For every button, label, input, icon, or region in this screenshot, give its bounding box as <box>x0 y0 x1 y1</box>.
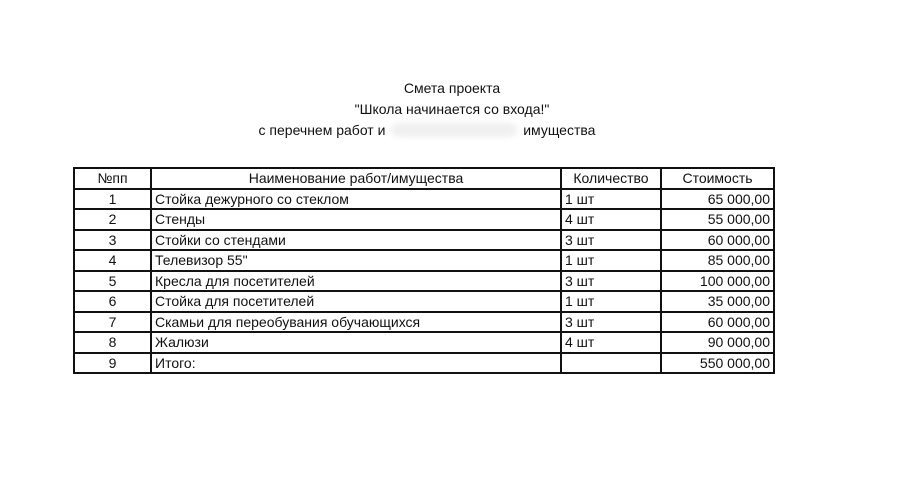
table-header-row <box>74 168 774 189</box>
cell-cost: 60 000,00 <box>661 230 774 251</box>
cell-qty: 4 шт <box>561 209 661 230</box>
heading-project-name: "Школа начинается со входа!" <box>354 101 550 117</box>
cell-num: 4 <box>74 250 151 271</box>
heading-subtitle <box>0 120 904 141</box>
total-cost: 550 000,00 <box>661 353 774 374</box>
cell-cost: 90 000,00 <box>661 332 774 353</box>
cell-cost: 65 000,00 <box>661 189 774 210</box>
cell-name: Телевизор 55" <box>151 250 561 271</box>
document-heading <box>0 78 904 141</box>
table-total-row <box>74 353 774 374</box>
cell-name: Скамьи для переобувания обучающихся <box>151 312 561 333</box>
header-cost: Стоимость <box>661 168 774 189</box>
heading-subtitle-start: с перечнем работ и <box>258 122 386 138</box>
cell-name: Кресла для посетителей <box>151 271 561 292</box>
cell-name: Стенды <box>151 209 561 230</box>
cell-qty: 1 шт <box>561 291 661 312</box>
cell-cost: 55 000,00 <box>661 209 774 230</box>
table-row <box>74 230 774 251</box>
cell-num: 2 <box>74 209 151 230</box>
cell-qty: 1 шт <box>561 189 661 210</box>
heading-subtitle-end: имущества <box>523 122 596 138</box>
cell-num: 5 <box>74 271 151 292</box>
cell-qty: 3 шт <box>561 312 661 333</box>
estimate-table <box>73 167 775 374</box>
cell-name: Стойки со стендами <box>151 230 561 251</box>
cell-cost: 100 000,00 <box>661 271 774 292</box>
table-row <box>74 332 774 353</box>
cell-num: 6 <box>74 291 151 312</box>
table-row <box>74 271 774 292</box>
cell-qty: 1 шт <box>561 250 661 271</box>
cell-qty: 3 шт <box>561 271 661 292</box>
heading-title: Смета проекта <box>403 80 501 96</box>
cell-num: 1 <box>74 189 151 210</box>
header-qty: Количество <box>561 168 661 189</box>
table-row <box>74 312 774 333</box>
table-row <box>74 291 774 312</box>
cell-num: 8 <box>74 332 151 353</box>
header-name: Наименование работ/имущества <box>151 168 561 189</box>
total-label: Итого: <box>151 353 561 374</box>
cell-name: Стойка для посетителей <box>151 291 561 312</box>
cell-qty: 3 шт <box>561 230 661 251</box>
cell-cost: 35 000,00 <box>661 291 774 312</box>
cell-name: Жалюзи <box>151 332 561 353</box>
table-row <box>74 250 774 271</box>
cell-num: 7 <box>74 312 151 333</box>
table-row <box>74 209 774 230</box>
cell-cost: 60 000,00 <box>661 312 774 333</box>
cell-cost: 85 000,00 <box>661 250 774 271</box>
redacted-text-blur <box>391 123 517 137</box>
header-num: №пп <box>74 168 151 189</box>
cell-num: 3 <box>74 230 151 251</box>
total-qty <box>561 353 661 374</box>
total-num: 9 <box>74 353 151 374</box>
cell-qty: 4 шт <box>561 332 661 353</box>
table-row <box>74 189 774 210</box>
cell-name: Стойка дежурного со стеклом <box>151 189 561 210</box>
